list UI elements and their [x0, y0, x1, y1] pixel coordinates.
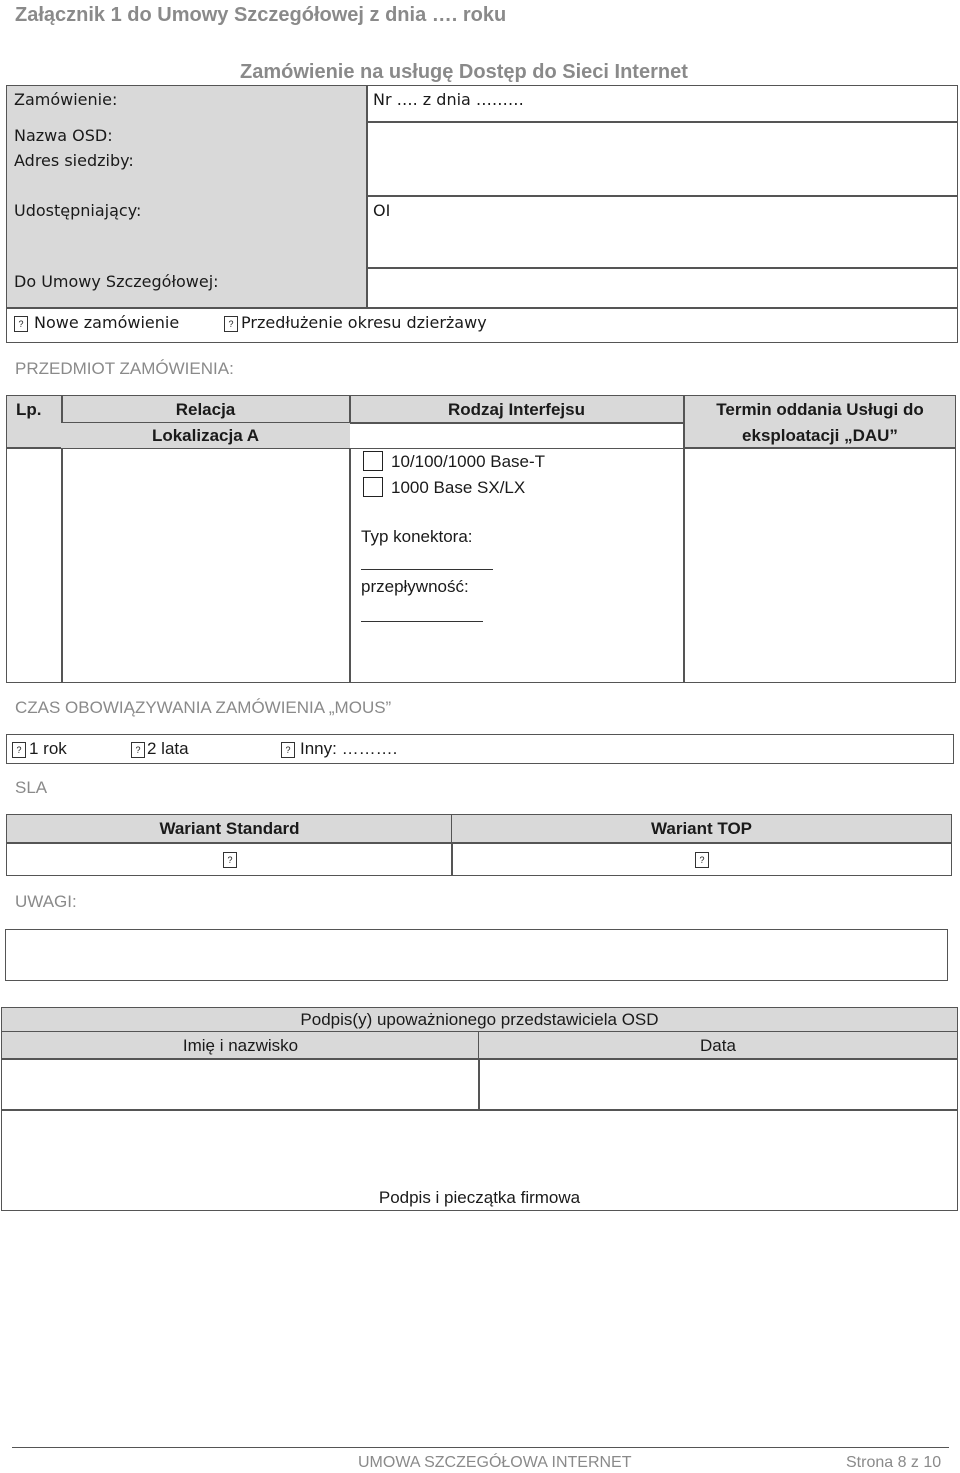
duration-2-years-checkbox[interactable]: ? [131, 742, 145, 758]
provider-value: OI [373, 201, 391, 220]
name-field[interactable] [1, 1058, 480, 1111]
connector-label: Typ konektora: [361, 527, 473, 546]
variant-standard-checkbox[interactable]: ? [223, 852, 237, 868]
remarks-label: UWAGI: [15, 892, 77, 911]
order-label: Zamówienie: [14, 90, 118, 109]
subject-section-title: PRZEDMIOT ZAMÓWIENIA: [15, 359, 234, 378]
iface-base-sx-label: 1000 Base SX/LX [391, 478, 526, 497]
duration-section-title: CZAS OBOWIĄZYWANIA ZAMÓWIENIA „MOUS” [15, 698, 392, 717]
variant-top-label: Wariant TOP [650, 819, 753, 838]
osd-name-label: Nazwa OSD: [14, 126, 113, 145]
provider-label: Udostępniający: [14, 201, 142, 220]
remarks-field[interactable] [5, 929, 948, 981]
throughput-label: przepływność: [361, 577, 469, 596]
duration-1-year-label: 1 rok [29, 739, 67, 758]
duration-2-years-label: 2 lata [147, 739, 189, 758]
osd-address-label: Adres siedziby: [14, 151, 134, 170]
throughput-input-line[interactable] [361, 621, 483, 622]
new-order-label: Nowe zamówienie [34, 313, 180, 332]
footer-rule [12, 1447, 949, 1448]
footer-document-name: UMOWA SZCZEGÓŁOWA INTERNET [358, 1454, 632, 1471]
interfejs-subheader-line [350, 422, 683, 424]
duration-other-label: Inny: ………. [300, 739, 398, 758]
date-header-label: Data [700, 1036, 736, 1055]
col-termin-header-2: eksploatacji „DAU” [742, 426, 898, 445]
signature-title: Podpis(y) upoważnionego przedstawiciela OSD [300, 1010, 659, 1029]
footer-page-number: Strona 8 z 10 [846, 1454, 942, 1471]
col-termin-header-1: Termin oddania Usługi do [716, 400, 924, 419]
col-interfejs-header: Rodzaj Interfejsu [448, 400, 585, 419]
variant-standard-label: Wariant Standard [159, 819, 300, 838]
order-number: Nr …. z dnia ……… [373, 90, 524, 109]
osd-field[interactable] [366, 121, 958, 197]
connector-input-line[interactable] [361, 569, 493, 570]
name-header-label: Imię i nazwisko [182, 1036, 299, 1055]
iface-base-sx-checkbox[interactable] [363, 477, 383, 497]
iface-base-t-label: 10/100/1000 Base-T [391, 452, 546, 471]
sla-label: SLA [15, 778, 48, 797]
extend-lease-label: Przedłużenie okresu dzierżawy [241, 313, 487, 332]
date-field[interactable] [478, 1058, 958, 1111]
new-order-checkbox[interactable]: ? [14, 316, 28, 332]
col-lp-header: Lp. [16, 400, 42, 419]
iface-base-t-checkbox[interactable] [363, 451, 383, 471]
col-lokalizacja-header: Lokalizacja A [151, 426, 260, 445]
duration-other-checkbox[interactable]: ? [281, 742, 295, 758]
form-subtitle: Zamówienie na usługę Dostęp do Sieci Internet [240, 61, 688, 83]
provider-field[interactable] [366, 195, 958, 269]
duration-1-year-checkbox[interactable]: ? [12, 742, 26, 758]
extend-lease-checkbox[interactable]: ? [224, 316, 238, 332]
contract-label: Do Umowy Szczegółowej: [14, 272, 219, 291]
contract-field[interactable] [366, 267, 958, 309]
variant-top-checkbox[interactable]: ? [695, 852, 709, 868]
document-title: Załącznik 1 do Umowy Szczegółowej z dnia …. roku [15, 4, 507, 26]
stamp-label: Podpis i pieczątka firmowa [378, 1188, 581, 1207]
interfejs-subheader [350, 422, 683, 448]
col-relacja-header: Relacja [175, 400, 236, 419]
